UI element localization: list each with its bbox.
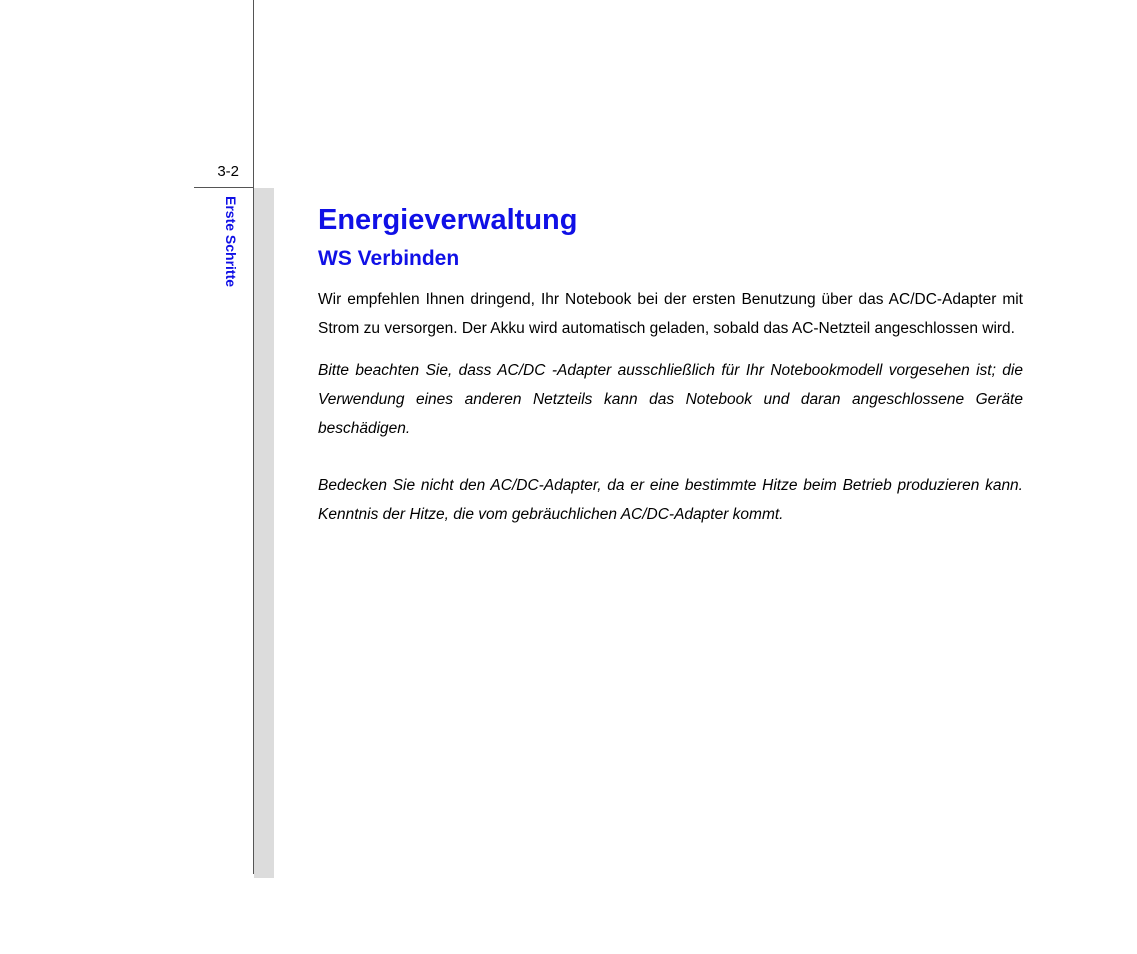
- note-paragraph-heat: Bedecken Sie nicht den AC/DC-Adapter, da er eine bestimmte Hitze beim Betrieb produzieren kann. Kenntnis der Hitze, die vom gebräuchlichen AC/DC-Adapter kommt.: [318, 477, 1023, 523]
- page-title: Energieverwaltung: [318, 204, 578, 236]
- section-subtitle: WS Verbinden: [318, 247, 460, 270]
- margin-gray-bar: [254, 188, 274, 878]
- page-number: 3-2: [217, 163, 239, 180]
- page-number-rule: [194, 187, 254, 188]
- section-label: Erste Schritte: [223, 196, 239, 288]
- main-content: [318, 200, 1023, 529]
- body-paragraph: Wir empfehlen Ihnen dringend, Ihr Notebook bei der ersten Benutzung über das AC/DC-Adapter mit Strom zu versorgen. Der Akku wird automatisch geladen, sobald das AC-Netzteil angeschlossen wird.: [318, 291, 1023, 337]
- note-paragraph-adapter: Bitte beachten Sie, dass AC/DC -Adapter ausschließlich für Ihr Notebookmodell vorgesehen ist; die Verwendung eines anderen Netzteils kann das Notebook und daran angeschlossene Geräte beschädigen.: [318, 362, 1023, 437]
